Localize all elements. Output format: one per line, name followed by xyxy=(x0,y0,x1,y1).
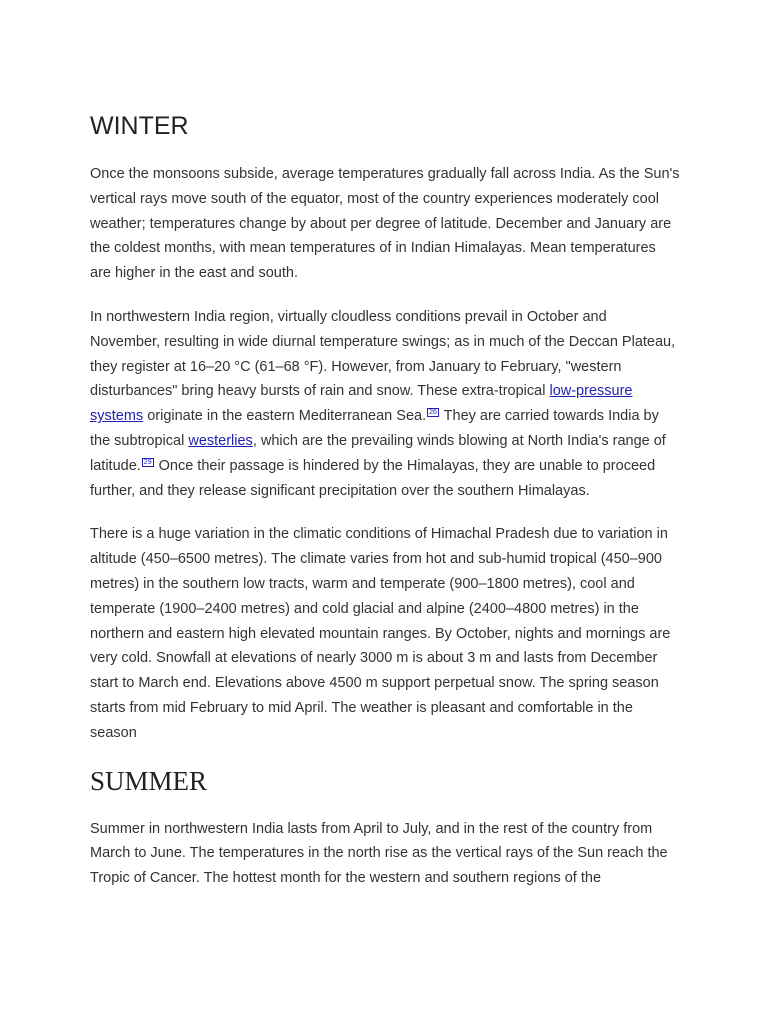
citation-ref-29-label[interactable]: 29 xyxy=(143,458,152,466)
summer-heading: SUMMER xyxy=(90,765,208,796)
citation-ref-26-label[interactable]: 26 xyxy=(429,409,437,417)
citation-ref-29[interactable] xyxy=(141,459,155,466)
winter-heading: WINTER xyxy=(90,112,189,140)
winter-paragraph-3: There is a huge variation in the climatic conditions of Himachal Pradesh due to variation in altitude (450–6500 metres). The climate varies from hot and sub-humid tropical (450–900 metres) in the southern low tracts, warm and temperate (900–1800 metres), cool and temperate (1900–2400 metres) and cold glacial and alpine (2400–4800 metres) in the northern and eastern high elevated mountain ranges. By October, nights and mornings are very cold. Snowfall at elevations of nearly 3000 m is about 3 m and lasts from December start to March end. Elevations above 4500 m support perpetual snow. The spring season starts from mid February to mid April. The weather is pleasant and comfortable in the season xyxy=(90,526,671,741)
citation-ref-26[interactable] xyxy=(426,409,440,416)
winter-p2-text-b: originate in the eastern Mediterranean Sea. xyxy=(143,408,427,425)
low-pressure-systems-link[interactable]: low-pressure systems xyxy=(90,383,633,425)
winter-p2-text-c: They are carried towards India by the subtropical xyxy=(90,408,659,449)
article-body xyxy=(90,110,680,910)
winter-paragraph-1: Once the monsoons subside, average temperatures gradually fall across India. As the Sun's vertical rays move south of the equator, most of the country experiences moderately cool weather; temperatures change by about per degree of latitude. December and January are the coldest months, with mean temperatures of in Indian Himalayas. Mean temperatures are higher in the east and south. xyxy=(90,166,680,282)
summer-paragraph-1: Summer in northwestern India lasts from April to July, and in the rest of the country from March to June. The temperatures in the north rise as the vertical rays of the Sun reach the Tropic of Cancer. The hottest month for the western and southern regions of the xyxy=(90,820,668,887)
winter-paragraph-2 xyxy=(90,305,680,503)
winter-p2-text-d: , which are the prevailing winds blowing at North India's range of latitude. xyxy=(90,432,666,474)
winter-p2-text-e: Once their passage is hindered by the Himalayas, they are unable to proceed further, and they release significant precipitation over the southern Himalayas. xyxy=(90,457,656,499)
winter-p2-text-a: In northwestern India region, virtually cloudless conditions prevail in October and November, resulting in wide diurnal temperature swings; as in much of the Deccan Plateau, they register at 16–20 °C (61–68 °F). However, from January to February, "western disturbances" bring heavy bursts of rain and snow. These extra-tropical xyxy=(90,308,676,400)
westerlies-link[interactable]: westerlies xyxy=(188,432,253,449)
